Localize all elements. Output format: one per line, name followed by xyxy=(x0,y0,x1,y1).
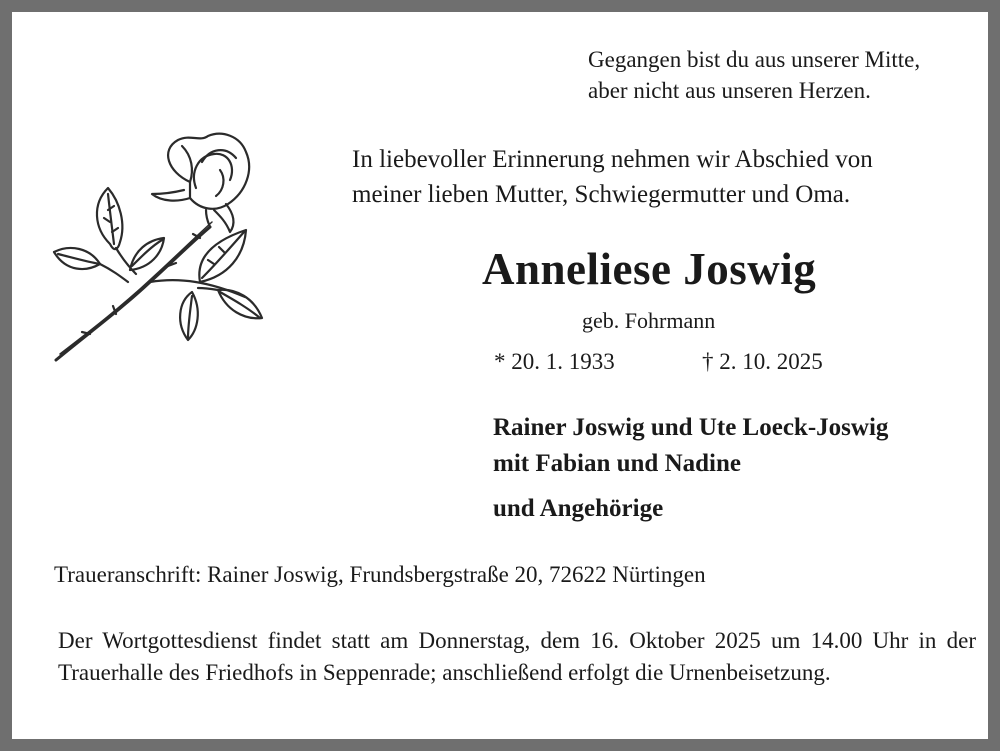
motto-line-2: aber nicht aus unseren Herzen. xyxy=(588,78,871,103)
family-line-2: mit Fabian und Nadine xyxy=(493,450,741,477)
mourning-address: Traueranschrift: Rainer Joswig, Frundsbergstraße 20, 72622 Nürtingen xyxy=(54,562,706,587)
deceased-name: Anneliese Joswig xyxy=(482,244,817,294)
motto xyxy=(588,44,920,106)
family-line-1: Rainer Joswig und Ute Loeck-Joswig xyxy=(493,414,889,441)
intro-text xyxy=(352,142,873,212)
motto-line-1: Gegangen bist du aus unserer Mitte, xyxy=(588,47,921,72)
family-line-3: und Angehörige xyxy=(493,495,664,522)
death-date: † 2. 10. 2025 xyxy=(702,349,823,374)
intro-line-2: meiner lieben Mutter, Schwiegermutter und Oma. xyxy=(352,181,851,208)
maiden-name: geb. Fohrmann xyxy=(582,308,716,333)
intro-line-1: In liebevoller Erinnerung nehmen wir Abschied von xyxy=(352,146,873,173)
birth-date: * 20. 1. 1933 xyxy=(494,349,615,374)
service-notice: Der Wortgottesdienst findet statt am Donnerstag, dem 16. Oktober 2025 um 14.00 Uhr in der Trauerhalle des Friedhofs in Seppenrade; anschließend erfolgt die Urnenbeisetzung. xyxy=(58,628,976,685)
rose-icon xyxy=(50,132,264,368)
